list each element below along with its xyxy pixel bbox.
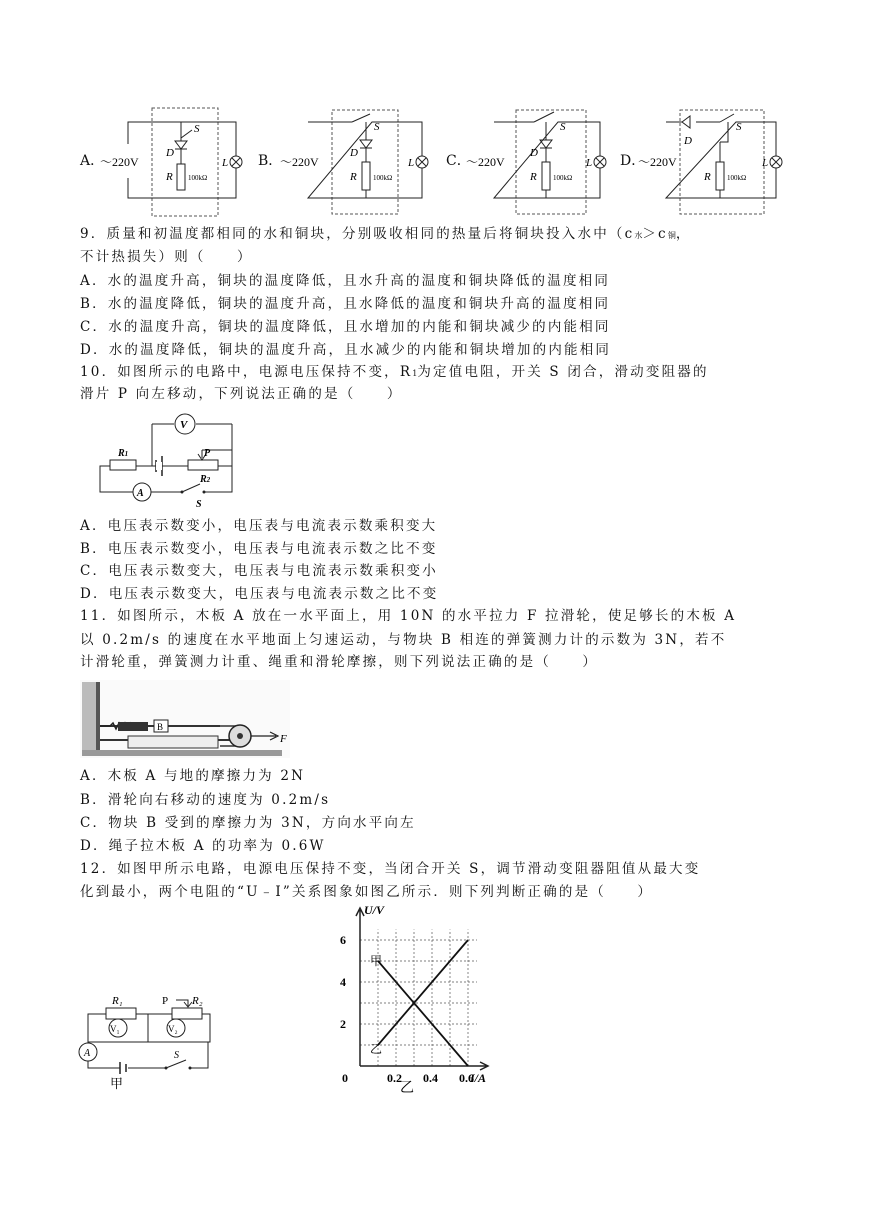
svg-text:～220V: ～220V <box>638 155 677 169</box>
origin-label: 0 <box>342 1071 348 1085</box>
svg-text:A: A <box>84 1048 91 1059</box>
svg-text:P: P <box>162 995 169 1007</box>
svg-text:V: V <box>180 419 188 431</box>
y-tick-label: 6 <box>340 933 346 947</box>
q9-option-d: D．水的温度降低，铜块的温度升高，且水减少的内能和铜块增加的内能相同 <box>80 342 612 358</box>
svg-text:V₂: V₂ <box>168 1024 178 1034</box>
x-tick-label: 0.6 <box>459 1071 474 1085</box>
voltage-label: ～220V <box>100 155 139 169</box>
svg-text:S: S <box>736 121 742 133</box>
q11-option-b: B．滑轮向右移动的速度为 0.2m/s <box>80 792 331 808</box>
circuit-option-d <box>636 104 796 220</box>
x-axis <box>360 1062 488 1070</box>
svg-text:R: R <box>704 171 711 183</box>
caption-jia: 甲 <box>110 1076 124 1091</box>
q10-option-d: D．电压表示数变大，电压表与电流表示数之比不变 <box>80 586 439 602</box>
svg-text:S: S <box>174 1050 179 1061</box>
q10-option-c: C．电压表示数变大，电压表与电流表示数乘积变小 <box>80 563 438 579</box>
svg-text:A: A <box>137 488 144 499</box>
q11-pulley-figure <box>80 680 290 758</box>
q10-stem-line1: 10．如图所示的电路中，电源电压保持不变，R1为定值电阻，开关 S 闭合，滑动变阻器的 <box>80 364 709 380</box>
svg-text:100kΩ: 100kΩ <box>373 174 393 182</box>
svg-text:B: B <box>157 722 164 732</box>
q9-option-a: A．水的温度升高，铜块的温度降低，且水升高的温度和铜块降低的温度相同 <box>80 273 611 289</box>
svg-text:R1: R1 <box>118 448 129 459</box>
y-tick-label: 2 <box>340 1017 346 1031</box>
q11-option-d: D．绳子拉木板 A 的功率为 0.6W <box>80 838 326 854</box>
svg-text:R₂: R₂ <box>192 995 203 1007</box>
svg-text:100kΩ: 100kΩ <box>727 174 747 182</box>
q11-stem-line3: 计滑轮重，弹簧测力计重、绳重和滑轮摩擦，则下列说法正确的是（ ） <box>80 654 599 670</box>
series-line-2 <box>378 940 468 1045</box>
svg-text:V₁: V₁ <box>110 1024 120 1034</box>
svg-text:F: F <box>280 733 287 745</box>
svg-text:D: D <box>530 147 538 159</box>
svg-text:100kΩ: 100kΩ <box>553 174 573 182</box>
svg-text:R2: R2 <box>200 474 211 485</box>
svg-text:D: D <box>684 135 692 147</box>
series-label-2: 乙 <box>370 1042 383 1056</box>
series-label-1: 甲 <box>370 954 383 968</box>
svg-text:R₁: R₁ <box>112 995 123 1007</box>
q12-stem-line2: 化到最小，两个电阻的“U﹣I”关系图象如图乙所示．则下列判断正确的是（ ） <box>80 884 654 900</box>
q12-circuit-figure <box>78 982 228 1092</box>
svg-text:～220V: ～220V <box>466 155 505 169</box>
option-a-letter: A． <box>80 153 105 169</box>
svg-text:100kΩ: 100kΩ <box>188 174 208 182</box>
svg-text:～220V: ～220V <box>280 155 319 169</box>
svg-text:S: S <box>560 121 566 133</box>
q11-option-a: A．木板 A 与地的摩擦力为 2N <box>80 768 306 784</box>
q10-circuit-figure <box>82 410 242 510</box>
y-axis <box>356 908 364 1066</box>
svg-text:S: S <box>374 121 380 133</box>
q9-option-b: B．水的温度降低，铜块的温度升高，且水降低的温度和铜块升高的温度相同 <box>80 296 611 312</box>
circuit-option-a <box>96 104 251 220</box>
q9-stem-line1: 9．质量和初温度都相同的水和铜块，分别吸收相同的热量后将铜块投入水中（c水＞c铜， <box>80 226 692 242</box>
svg-text:S: S <box>194 123 200 135</box>
q12-stem-line1: 12．如图甲所示电路，电源电压保持不变，当闭合开关 S，调节滑动变阻器阻值从最大变 <box>80 861 701 877</box>
q11-stem-line2: 以 0.2m/s 的速度在水平地面上匀速运动，与物块 B 相连的弹簧测力计的示数为 3N，若不 <box>80 632 727 648</box>
x-axis-label: I/A <box>470 1071 487 1085</box>
q9-option-c: C．水的温度升高，铜块的温度降低，且水增加的内能和铜块减少的内能相同 <box>80 319 611 335</box>
q10-stem-line2: 滑片 P 向左移动，下列说法正确的是（ ） <box>80 386 403 402</box>
q10-option-b: B．电压表示数变小，电压表与电流表示数之比不变 <box>80 541 438 557</box>
svg-text:D: D <box>166 147 174 159</box>
q11-option-c: C．物块 B 受到的摩擦力为 3N，方向水平向左 <box>80 815 416 831</box>
q9-stem-line2: 不计热损失）则（ ） <box>80 249 253 265</box>
svg-text:R: R <box>350 171 357 183</box>
svg-text:P: P <box>204 448 211 459</box>
q11-stem-line1: 11．如图所示，木板 A 放在一水平面上，用 10N 的水平拉力 F 拉滑轮，使足够长的木板 A <box>80 608 737 624</box>
svg-text:R: R <box>530 171 537 183</box>
option-b-letter: B． <box>258 153 283 169</box>
svg-text:L: L <box>222 157 229 169</box>
circuit-option-c <box>462 104 612 220</box>
circuit-option-b <box>276 104 436 220</box>
svg-text:S: S <box>196 499 202 510</box>
svg-text:D: D <box>350 147 358 159</box>
svg-text:L: L <box>586 157 593 169</box>
caption-yi: 乙 <box>400 1081 414 1094</box>
svg-text:R: R <box>166 171 173 183</box>
option-d-letter: D． <box>620 153 646 169</box>
option-c-letter: C． <box>446 153 471 169</box>
svg-text:L: L <box>408 157 415 169</box>
series-line-1 <box>378 961 468 1066</box>
svg-text:L: L <box>762 157 769 169</box>
q12-ui-graph <box>330 900 500 1094</box>
q10-option-a: A．电压表示数变小，电压表与电流表示数乘积变大 <box>80 518 438 534</box>
x-tick-label: 0.4 <box>423 1071 438 1085</box>
y-axis-label: U/V <box>364 903 385 917</box>
x-tick-label: 0.2 <box>387 1071 402 1085</box>
y-tick-label: 4 <box>340 975 346 989</box>
